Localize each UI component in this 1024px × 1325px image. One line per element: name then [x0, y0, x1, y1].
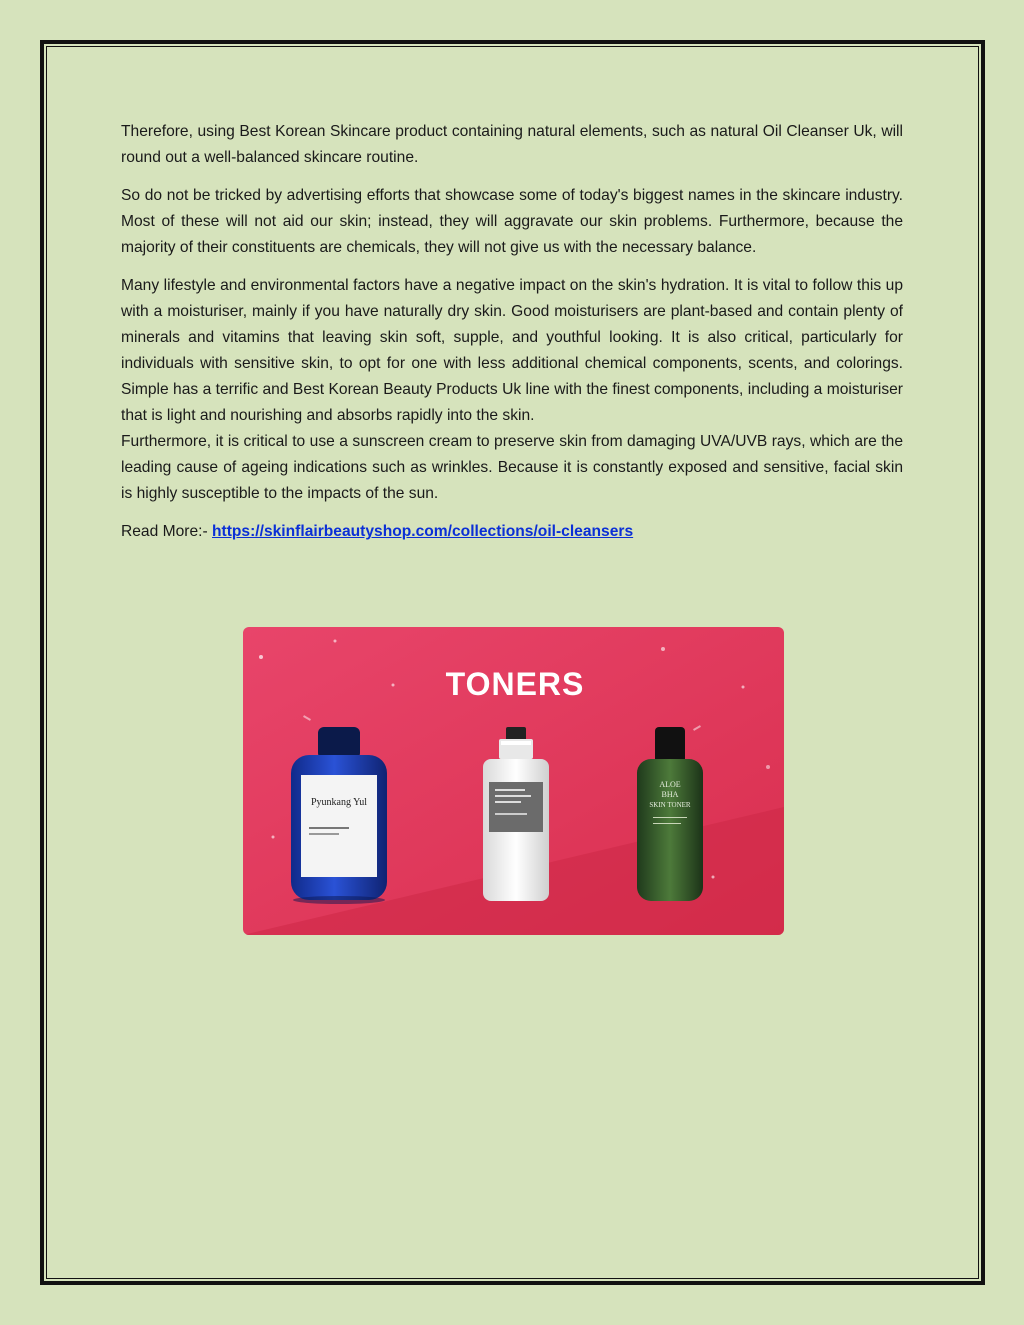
sparkle-dot — [272, 836, 275, 839]
sparkle-dot — [766, 765, 770, 769]
paragraph-moisturiser: Many lifestyle and environmental factors have a negative impact on the skin's hydration. It is vital to follow this up with a moisturiser, mainly if you have naturally dry skin. Good moisturisers are plant-based and contain plenty of minerals and vitamins that leaving skin soft, supple, and youthful looking. It is also critical, particularly for individuals with sensitive skin, to opt for one with less additional chemical components, scents, and colorings. Simple has a terrific and Best Korean Beauty Products Uk line with the finest components, including a moisturiser that is light and nourishing and absorbs rapidly into the skin. — [121, 277, 903, 424]
banner-title: TONERS — [445, 666, 585, 702]
green-bottle-label-line2: BHA — [661, 790, 679, 799]
sparkle-dot — [661, 647, 665, 651]
paragraph-intro: Therefore, using Best Korean Skincare product containing natural elements, such as natural Oil Cleanser Uk, will round out a well-balanced skincare routine. — [121, 123, 903, 166]
blue-bottle-label: Pyunkang Yul — [310, 797, 368, 808]
sparkle-dot — [334, 640, 337, 643]
green-bottle-label-line3: SKIN TONER — [649, 801, 691, 809]
sparkle-dot — [392, 684, 395, 687]
read-more-link[interactable]: https://skinflairbeautyshop.com/collections/oil-cleansers — [212, 523, 634, 540]
paragraph-advertising: So do not be tricked by advertising efforts that showcase some of today's biggest names in the skincare industry. Most of these will not aid our skin; instead, they will aggravate our skin problems. Furthermore, because the majority of their constituents are chemicals, they will not give us with the necessary balance. — [121, 187, 903, 256]
read-more-line — [121, 519, 903, 545]
green-bottle-label-line1: ALOE — [659, 780, 681, 789]
sparkle-dot — [742, 686, 745, 689]
toners-banner-image — [243, 627, 784, 935]
article-body — [121, 119, 903, 557]
sparkle-dot — [712, 876, 715, 879]
paragraph-sunscreen: Furthermore, it is critical to use a sunscreen cream to preserve skin from damaging UVA/UVB rays, which are the leading cause of ageing indications such as wrinkles. Because it is constantly exposed and sensitive, facial skin is highly susceptible to the impacts of the sun. — [121, 433, 903, 502]
read-more-label: Read More:- — [121, 523, 212, 540]
sparkle-dot — [259, 655, 263, 659]
